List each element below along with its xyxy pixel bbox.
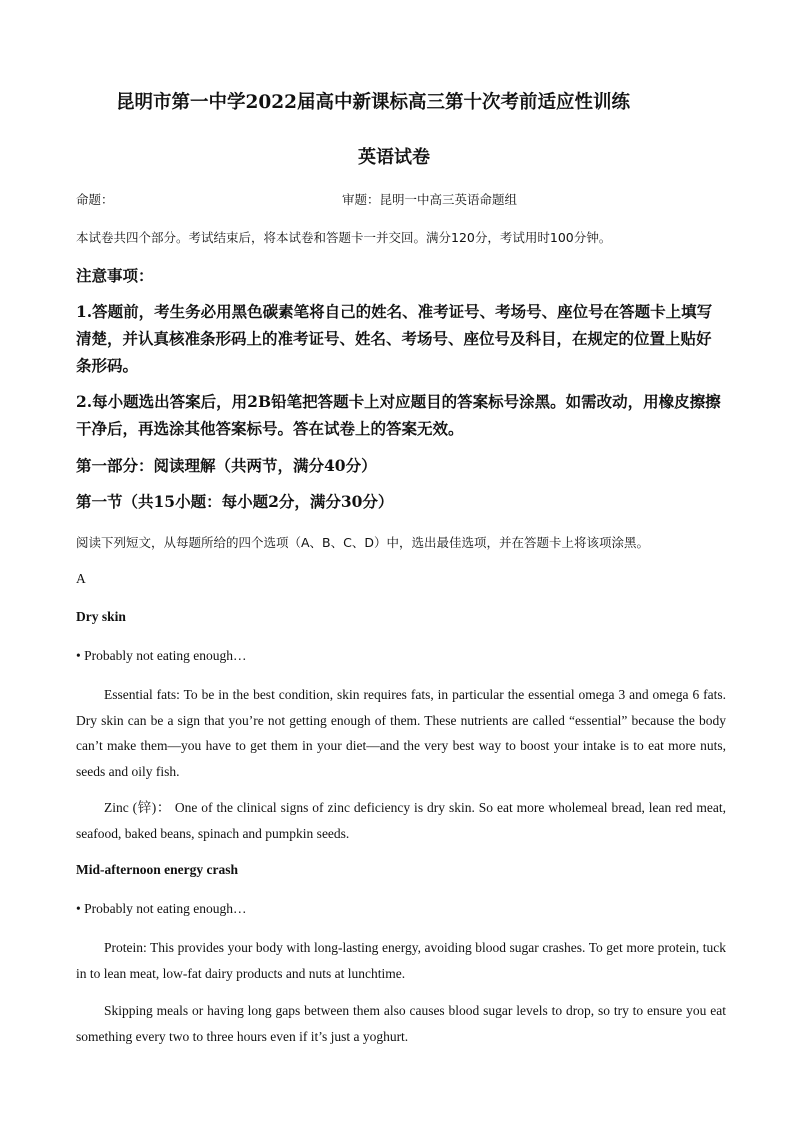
heading-dry-skin: Dry skin [76,609,126,624]
section1-heading: 第一节（共15小题：每小题2分，满分30分） [76,492,394,511]
reading-instruction: 阅读下列短文，从每题所给的四个选项（A、B、C、D）中，选出最佳选项，并在答题卡上将该项涂黑。 [76,535,649,550]
proposer-label: 命题： [76,192,114,207]
exam-title: 昆明市第一中学2022届高中新课标高三第十次考前适应性训练 [116,92,630,113]
para-skipping-meals: Skipping meals or having long gaps between them also causes blood sugar levels to drop, so try to ensure you eat something every two to three hours even if it’s just a yoghurt. [76,1003,726,1044]
para-protein: Protein: This provides your body with long-lasting energy, avoiding blood sugar crashes. To get more protein, tuck in to lean meat, low-fat dairy products and nuts at lunchtime. [76,940,726,981]
part1-heading: 第一部分：阅读理解（共两节，满分40分） [76,456,377,475]
reviewer-label: 审题：昆明一中高三英语命题组 [342,192,518,207]
passage-label: A [76,571,86,586]
bullet-not-eating-enough-2: • Probably not eating enough… [76,901,247,916]
exam-subtitle: 英语试卷 [358,147,430,168]
notice-item-2: 2.每小题选出答案后，用2B铅笔把答题卡上对应题目的答案标号涂黑。如需改动，用橡皮擦擦干净后，再选涂其他答案标号。答在试卷上的答案无效。 [76,392,721,438]
para-essential-fats: Essential fats: To be in the best condition, skin requires fats, in particular the essential omega 3 and omega 6 fats. Dry skin can be a sign that you’re not getting enough of them. These nutrients are called “essential” because the body can’t make them—you have to get them in your diet—and the very best way to boost your intake is to eat more nuts, seeds and oily fish. [76,687,726,779]
exam-intro: 本试卷共四个部分。考试结束后，将本试卷和答题卡一并交回。满分120分，考试用时100分钟。 [76,230,612,245]
para-zinc: Zinc (锌)： One of the clinical signs of zinc deficiency is dry skin. So eat more wholemeal bread, lean red meat, seafood, baked beans, spinach and pumpkin seeds. [76,800,726,841]
notice-heading: 注意事项： [76,266,154,285]
notice-item-1: 1.答题前，考生务必用黑色碳素笔将自己的姓名、准考证号、考场号、座位号在答题卡上填写清楚，并认真核准条形码上的准考证号、姓名、考场号、座位号及科目，在规定的位置上贴好条形码。 [76,302,713,375]
bullet-not-eating-enough-1: • Probably not eating enough… [76,648,247,663]
heading-energy-crash: Mid-afternoon energy crash [76,862,238,877]
